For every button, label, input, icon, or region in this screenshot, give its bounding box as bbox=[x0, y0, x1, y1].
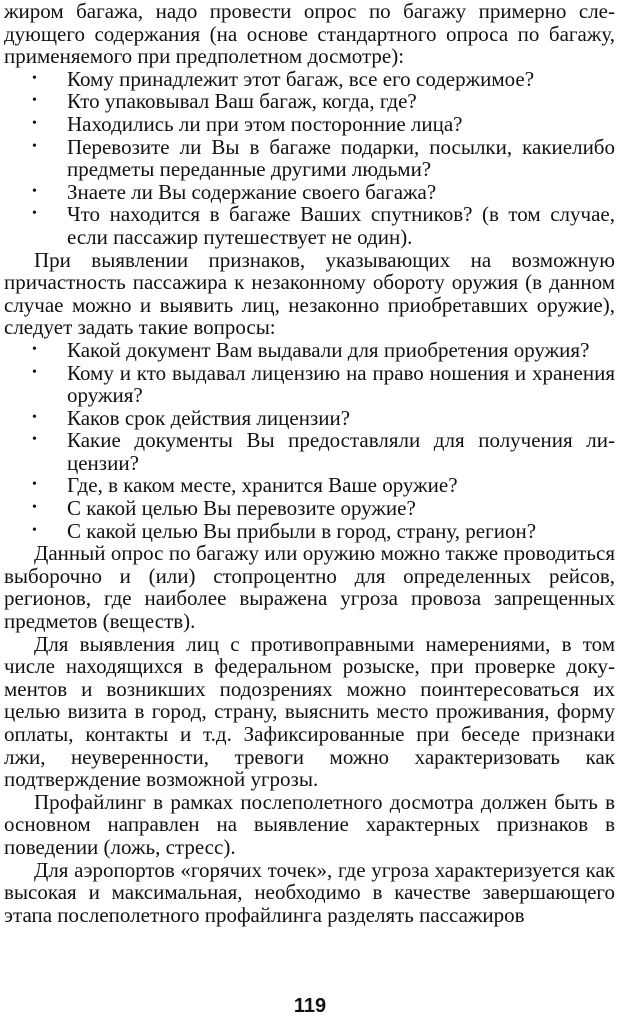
bullet-icon: • bbox=[32, 477, 37, 493]
bullet-icon: • bbox=[32, 115, 37, 131]
list-item-text: Кому и кто выдавал лицензию на право ношения и хранения оружия? bbox=[67, 360, 615, 408]
bullet-icon: • bbox=[32, 206, 37, 222]
bullet-icon: • bbox=[32, 432, 37, 448]
list-item bbox=[4, 339, 615, 362]
bullet-icon: • bbox=[32, 500, 37, 516]
list-item-text: Что находится в багаже Ваших спутников? (в том случае, если пассажир путешествует не один). bbox=[67, 202, 615, 249]
paragraph: Для аэропортов «горячих точек», где угроза характеризуется как высокая и максимальная, необходимо в качестве завершающего этапа послеполетного профайлинга разделять пассажиров bbox=[4, 857, 615, 927]
list-item-text: Находились ли при этом посторонние лица? bbox=[67, 111, 463, 136]
list-item bbox=[4, 362, 615, 407]
bullet-icon: • bbox=[32, 70, 37, 86]
bullet-icon: • bbox=[32, 93, 37, 109]
document-page bbox=[4, 0, 615, 926]
bullet-icon: • bbox=[32, 138, 37, 154]
bullet-icon: • bbox=[32, 183, 37, 199]
list-item-text: С какой целью Вы прибыли в город, страну, регион? bbox=[67, 518, 537, 543]
bullet-icon: • bbox=[32, 522, 37, 538]
list-item-text: Перевозите ли Вы в багаже подарки, посылки, какиелибо предметы переданные другими людьми? bbox=[67, 134, 615, 182]
list-item bbox=[4, 497, 615, 520]
list-item bbox=[4, 68, 615, 91]
list-item-text: Кто упаковывал Ваш багаж, когда, где? bbox=[67, 89, 417, 114]
bullet-list bbox=[4, 68, 615, 249]
list-item-text: Знаете ли Вы содержание своего багажа? bbox=[67, 179, 437, 204]
list-item bbox=[4, 181, 615, 204]
list-item-text: Каков срок действия лицензии? bbox=[67, 405, 351, 430]
list-item bbox=[4, 113, 615, 136]
list-item-text: Какой документ Вам выдавали для приобретения оружия? bbox=[67, 337, 590, 362]
list-item bbox=[4, 90, 615, 113]
paragraph: Данный опрос по багажу или оружию можно также проводиться выборочно и (или) стопроцентно для определенных рейсов, регионов, где наиболее выражена угроза провоза запрещенных предметов (веществ). bbox=[4, 541, 615, 634]
paragraph: жиром багажа, надо провести опрос по багажу примерно следующего содержания (на основе стандартного опроса по багажу, применяемого при предполетном досмотре): bbox=[4, 0, 615, 69]
list-item bbox=[4, 520, 615, 543]
list-item bbox=[4, 203, 615, 248]
bullet-icon: • bbox=[32, 409, 37, 425]
list-item-text: С какой целью Вы перевозите оружие? bbox=[67, 496, 416, 521]
bullet-icon: • bbox=[32, 341, 37, 357]
paragraph: Для выявления лиц с противоправными намерениями, в том числе находящихся в федеральном розыске, при проверке документов и возникших подозрениях можно поинтересоваться их целью визита в город, страну, выяснить место проживания, форму оплаты, контакты и т.д. Зафиксированные при беседе признаки лжи, неуверенности, тревоги можно характеризовать как подтверждение возможной угрозы. bbox=[4, 631, 615, 792]
list-item bbox=[4, 407, 615, 430]
paragraph: При выявлении признаков, указывающих на возможную причастность пассажира к незаконному обороту оружия (в данном случае можно и выявить лиц, незаконно приобретавших оружие), следует задать такие вопросы: bbox=[4, 247, 615, 340]
list-item-text: Какие документы Вы предоставляли для получения лицензии? bbox=[67, 428, 615, 475]
bullet-list bbox=[4, 339, 615, 542]
list-item bbox=[4, 136, 615, 181]
bullet-icon: • bbox=[32, 364, 37, 380]
page-number: 119 bbox=[293, 995, 327, 1017]
list-item-text: Кому принадлежит этот багаж, все его содержимое? bbox=[67, 66, 535, 91]
list-item bbox=[4, 474, 615, 497]
paragraph: Профайлинг в рамках послеполетного досмотра должен быть в основном направлен на выявление характерных признаков в поведении (ложь, стресс). bbox=[4, 789, 615, 859]
list-item bbox=[4, 429, 615, 474]
list-item-text: Где, в каком месте, хранится Ваше оружие? bbox=[67, 473, 458, 498]
